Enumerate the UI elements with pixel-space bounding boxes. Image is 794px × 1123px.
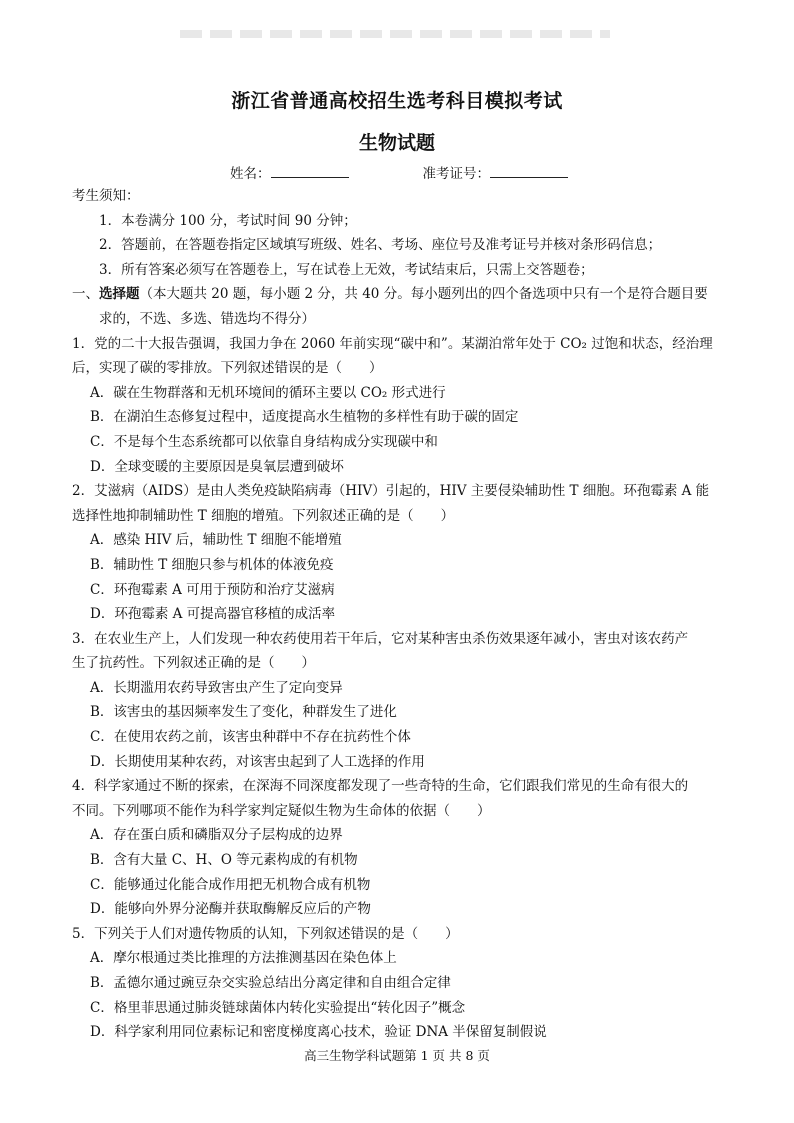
- page-footer: 高三生物学科试题第 1 页 共 8 页: [304, 1048, 490, 1063]
- question-option: C．能够通过化能合成作用把无机物合成有机物: [90, 876, 371, 893]
- question-option: D．长期使用某种农药，对该害虫起到了人工选择的作用: [90, 753, 425, 770]
- exam-content: [72, 184, 732, 1045]
- question-stem: 5．下列关于人们对遗传物质的认知，下列叙述错误的是（ ）: [72, 925, 459, 942]
- question-option: C．环孢霉素 A 可用于预防和治疗艾滋病: [90, 581, 335, 598]
- section-desc: （本大题共 20 题，每小题 2 分，共 40 分。每小题列出的四个备选项中只有一个是符合题目要: [139, 286, 708, 303]
- exam-subtitle: 生物试题: [358, 132, 435, 154]
- question-option: D．环孢霉素 A 可提高器官移植的成活率: [90, 606, 336, 623]
- question-option: D．全球变暖的主要原因是臭氧层遭到破坏: [90, 458, 344, 475]
- id-blank: [490, 165, 568, 178]
- question-option: A．摩尔根通过类比推理的方法推测基因在染色体上: [90, 950, 397, 967]
- question-stem: 后，实现了碳的零排放。下列叙述错误的是（ ）: [72, 360, 383, 377]
- question-option: A．碳在生物群落和无机环境间的循环主要以 CO₂ 形式进行: [90, 384, 446, 401]
- section-desc-cont: 求的，不选、多选、错选均不得分）: [99, 310, 315, 327]
- question-stem: 选择性地抑制辅助性 T 细胞的增殖。下列叙述正确的是（ ）: [72, 507, 455, 524]
- question-option: D．科学家利用同位素标记和密度梯度离心技术，验证 DNA 半保留复制假说: [90, 1024, 547, 1041]
- faint-header-text: [180, 30, 610, 38]
- question-option: C．在使用农药之前，该害虫种群中不存在抗药性个体: [90, 729, 411, 746]
- section-heading: [72, 282, 732, 307]
- notice-heading: 考生须知：: [72, 188, 140, 204]
- question-stem: 4．科学家通过不断的探索，在深海不同深度都发现了一些奇特的生命，它们跟我们常见的生命有很大的: [72, 778, 689, 795]
- question-stem: 2．艾滋病（AIDS）是由人类免疫缺陷病毒（HIV）引起的，HIV 主要侵染辅助性 T 细胞。环孢霉素 A 能: [72, 483, 710, 500]
- question-stem: 1．党的二十大报告强调，我国力争在 2060 年前实现“碳中和”。某湖泊常年处于 CO₂ 过饱和状态，经治理: [72, 335, 713, 352]
- name-label: 姓名：: [230, 166, 271, 182]
- question-option: A．存在蛋白质和磷脂双分子层构成的边界: [90, 827, 343, 844]
- question-option: C．格里菲思通过肺炎链球菌体内转化实验提出“转化因子”概念: [90, 999, 466, 1016]
- question-option: A．长期滥用农药导致害虫产生了定向变异: [90, 679, 343, 696]
- question-option: B．该害虫的基因频率发生了变化，种群发生了进化: [90, 704, 397, 721]
- section-prefix: 一、: [72, 286, 99, 303]
- question-option: B．在湖泊生态修复过程中，适度提高水生植物的多样性有助于碳的固定: [90, 409, 519, 426]
- section-name: 选择题: [99, 286, 140, 303]
- question-option: C．不是每个生态系统都可以依靠自身结构成分实现碳中和: [90, 433, 438, 450]
- notice-item: 1．本卷满分 100 分，考试时间 90 分钟；: [99, 212, 357, 229]
- question-stem: 不同。下列哪项不能作为科学家判定疑似生物为生命体的依据（ ）: [72, 802, 491, 819]
- question-stem: 3．在农业生产上，人们发现一种农药使用若干年后，它对某种害虫杀伤效果逐年减小，害虫对该农药产: [72, 630, 689, 647]
- question-option: A．感染 HIV 后，辅助性 T 细胞不能增殖: [90, 532, 342, 549]
- notice-item: 3．所有答案必须写在答题卷上，写在试卷上无效，考试结束后，只需上交答题卷；: [99, 261, 594, 278]
- question-option: B．孟德尔通过豌豆杂交实验总结出分离定律和自由组合定律: [90, 975, 451, 991]
- question-stem: 生了抗药性。下列叙述正确的是（ ）: [72, 655, 315, 672]
- question-option: B．辅助性 T 细胞只参与机体的体液免疫: [90, 556, 334, 573]
- question-option: B．含有大量 C、H、O 等元素构成的有机物: [90, 852, 358, 869]
- candidate-info-row: [230, 162, 568, 182]
- exam-title: 浙江省普通高校招生选考科目模拟考试: [231, 90, 563, 112]
- id-label: 准考证号：: [422, 166, 490, 182]
- name-blank: [271, 165, 349, 178]
- question-option: D．能够向外界分泌酶并获取酶解反应后的产物: [90, 901, 371, 918]
- notice-item: 2．答题前，在答题卷指定区域填写班级、姓名、考场、座位号及准考证号并核对条形码信息；: [99, 237, 662, 254]
